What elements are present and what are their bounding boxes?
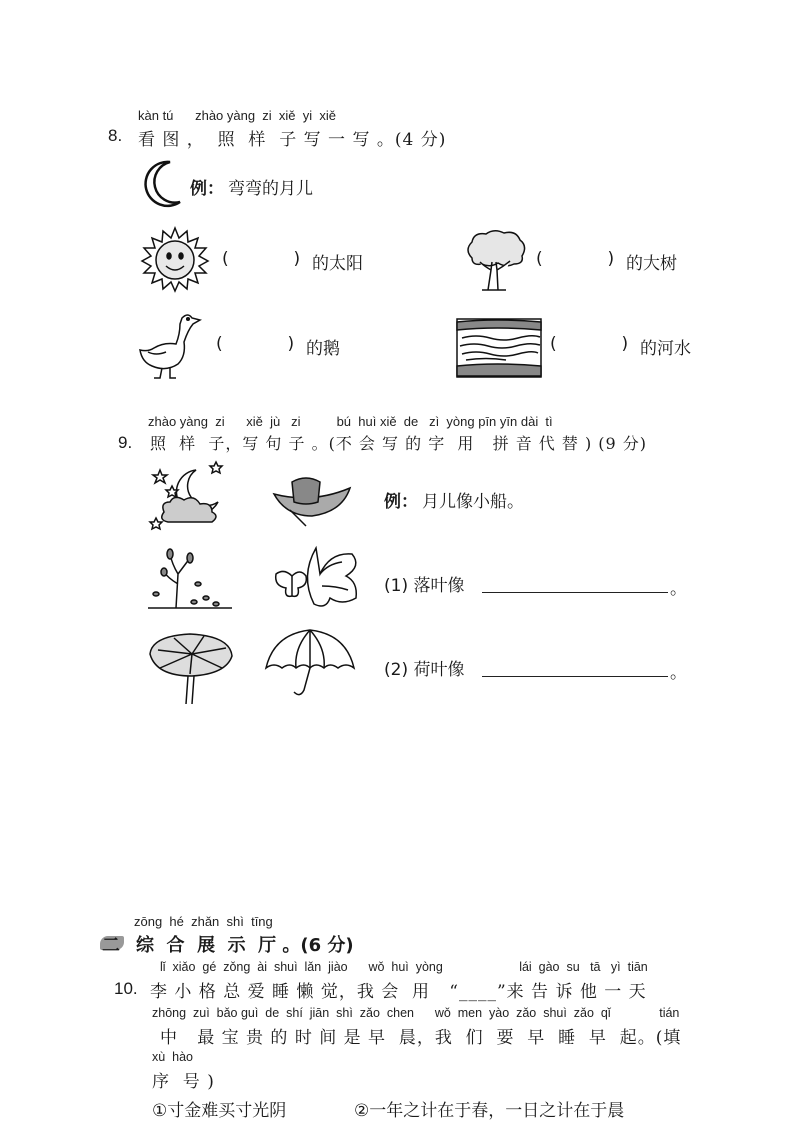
goose-icon <box>138 308 202 386</box>
lotus-leaf-icon <box>146 630 236 710</box>
falling-leaves-icon <box>146 544 234 614</box>
section2-pinyin: zōng hé zhǎn shì tīng <box>134 914 273 929</box>
q10-number: 10. <box>114 979 138 998</box>
q8-title: 看 图 ， 照 样 子 写 一 写 。(4 分) <box>138 130 447 150</box>
section-marker-text: 二 <box>102 935 120 956</box>
q10-line-2: 中 最 宝 贵 的 时 间 是 早 晨，我 们 要 早 睡 早 起。(填 <box>160 1028 682 1048</box>
q10-line-1: 李 小 格 总 爱 睡 懒 觉，我 会 用 “____”来 告 诉 他 一 天 <box>150 982 647 1002</box>
q8-number: 8. <box>108 126 123 145</box>
q8-pinyin: kàn tú zhào yàng zi xiě yi xiě <box>138 108 336 123</box>
q9-item1-blank[interactable] <box>482 574 668 593</box>
umbrella-icon <box>264 628 356 702</box>
section2-title: 综 合 展 示 厅 。(6 分) <box>136 935 354 956</box>
moon-cloud-icon <box>150 460 234 536</box>
q10-pinyin-2: zhōng zuì bǎo guì de shí jiān shì zǎo chen wǒ men yào zǎo shuì zǎo qǐ tián <box>152 1006 680 1020</box>
q8-sun-blank[interactable]: ( ) <box>222 249 301 269</box>
butterfly-icon <box>270 546 362 618</box>
q9-example-label: 例： <box>384 492 418 512</box>
q8-river-text: 的河水 <box>640 339 691 359</box>
tree-icon <box>462 228 528 296</box>
q9-item1-suffix: 。 <box>670 579 687 599</box>
q10-line-3: 序 号 ) <box>152 1072 215 1092</box>
q9-example-text: 月儿像小船。 <box>422 492 524 512</box>
q8-example-label: 例： <box>190 179 224 199</box>
section-marker <box>100 930 126 954</box>
q8-goose-text: 的鹅 <box>306 339 340 359</box>
q10-pinyin-3: xù hào <box>152 1050 194 1064</box>
q9-item1-prefix: (1) 落叶像 <box>384 576 465 596</box>
q8-sun-text: 的太阳 <box>312 254 363 274</box>
q10-pinyin-1: lǐ xiǎo gé zǒng ài shuì lǎn jiào wǒ huì yòng lái gào su tā yì tiān <box>160 960 648 974</box>
q8-example-text: 弯弯的月儿 <box>228 179 313 199</box>
q9-item2-blank[interactable] <box>482 658 668 677</box>
sun-icon <box>140 226 210 296</box>
q9-item2-suffix: 。 <box>670 663 687 683</box>
q10-option-2[interactable]: ②一年之计在于春，一日之计在于晨 <box>354 1101 625 1121</box>
q8-goose-blank[interactable]: ( ) <box>216 334 295 354</box>
q9-number: 9. <box>118 433 133 452</box>
q8-river-blank[interactable]: ( ) <box>550 334 629 354</box>
q9-pinyin: zhào yàng zi xiě jù zi bú huì xiě de zì yòng pīn yīn dài tì <box>148 414 553 429</box>
q9-title: 照 样 子，写 句 子 。(不 会 写 的 字 用 拼 音 代 替 ) (9 分) <box>150 434 648 453</box>
moon-icon <box>140 158 188 212</box>
q10-option-1[interactable]: ①寸金难买寸光阴 <box>152 1101 287 1121</box>
q9-item2-prefix: (2) 荷叶像 <box>384 660 465 680</box>
boat-icon <box>272 474 352 530</box>
q8-tree-text: 的大树 <box>626 254 677 274</box>
q8-tree-blank[interactable]: ( ) <box>536 249 615 269</box>
river-icon <box>456 318 542 382</box>
